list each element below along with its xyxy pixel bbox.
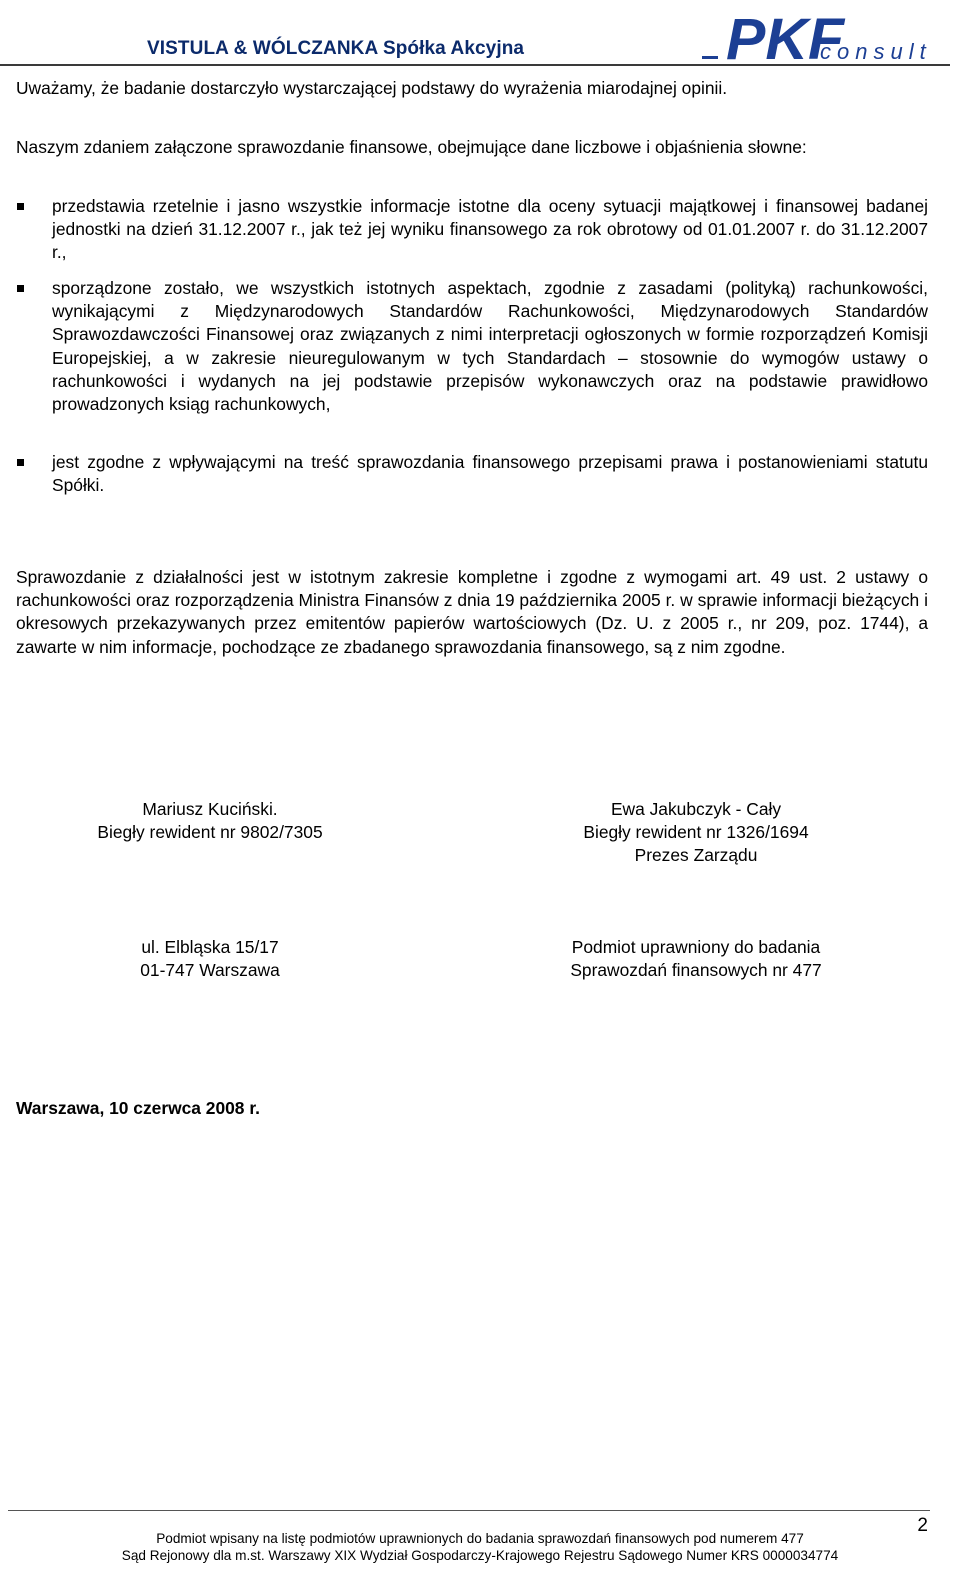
entity-line: Podmiot uprawniony do badania	[571, 937, 821, 957]
pkf-consult-logo	[700, 4, 940, 64]
signatory-role: Biegły rewident nr 9802/7305	[97, 822, 323, 843]
logo-main-text: PKF	[726, 7, 846, 64]
square-bullet-icon	[17, 459, 24, 466]
logo-sub-text: consult	[820, 39, 932, 64]
date-line: Warszawa, 10 czerwca 2008 r.	[16, 1098, 260, 1118]
page-header	[0, 0, 960, 66]
signatory-name: Ewa Jakubczyk - Cały	[610, 799, 782, 819]
footer-court-line: Sąd Rejonowy dla m.st. Warszawy XIX Wydział Gospodarczy-Krajowego Rejestru Sądowego Numer KRS 0000034774	[121, 1548, 839, 1563]
address-city: 01-747 Warszawa	[140, 960, 280, 981]
entity-block	[526, 936, 866, 982]
entity-line: Sprawozdań finansowych nr 477	[570, 960, 822, 981]
address-block	[60, 936, 360, 982]
signature-left	[60, 798, 360, 844]
square-bullet-icon	[17, 285, 24, 292]
list-item-text: sporządzone zostało, we wszystkich istotnych aspektach, zgodnie z zasadami (polityką) rachunkowości, wynikającymi z Międzynarodowych Standardów Rachunkowości, Międzynarodowych Standardów Sprawozdawczości Finansowej oraz związanych z nimi interpretacji ogłoszonych w formie rozporządzeń Komisji Europejskiej, a w zakresie nieuregulowanym w tych Standardach – stosownie do wymogów ustawy o rachunkowości i wydanych na jej podstawie przepisów wykonawczych oraz na podstawie prawidłowo prowadzonych ksiąg rachunkowych,	[52, 278, 928, 415]
company-name: VISTULA & WÓLCZANKA Spółka Akcyjna	[147, 38, 525, 59]
list-item-text: jest zgodne z wpływającymi na treść sprawozdania finansowego przepisami prawa i postanowieniami statutu Spółki.	[52, 452, 928, 496]
signatory-name: Mariusz Kuciński.	[142, 799, 278, 819]
paragraph-opinion-basis: Uważamy, że badanie dostarczyło wystarczającej podstawy do wyrażenia miarodajnej opinii.	[16, 78, 728, 98]
paragraph-management-report: Sprawozdanie z działalności jest w istotnym zakresie kompletne i zgodne z wymogami art. 49 ust. 2 ustawy o rachunkowości oraz rozporządzenia Ministra Finansów z dnia 19 października 2005 r. w sprawie informacji bieżących i okresowych przekazywanych przez emitentów papierów wartościowych (Dz. U. z 2005 r., nr 209, poz. 1744), a zawarte w nim informacje, pochodzące ze zbadanego sprawozdania finansowego, są z nim zgodne.	[16, 567, 928, 657]
footer-rule	[8, 1510, 930, 1511]
signatory-role: Biegły rewident nr 1326/1694	[583, 822, 809, 843]
signatory-title: Prezes Zarządu	[634, 845, 758, 866]
paragraph-opinion-intro: Naszym zdaniem załączone sprawozdanie finansowe, obejmujące dane liczbowe i objaśnienia słowne:	[16, 137, 807, 157]
list-item-text: przedstawia rzetelnie i jasno wszystkie informacje istotne dla oceny sytuacji majątkowej i finansowej badanej jednostki na dzień 31.12.2007 r., jak też jej wyniku finansowego za rok obrotowy od 01.01.2007 r. do 31.12.2007 r.,	[52, 196, 928, 263]
page-number: 2	[917, 1515, 928, 1536]
address-street: ul. Elbląska 15/17	[141, 937, 279, 957]
signature-right	[526, 798, 866, 868]
header-rule	[0, 64, 950, 66]
square-bullet-icon	[17, 203, 24, 210]
footer-registration-line: Podmiot wpisany na listę podmiotów uprawnionych do badania sprawozdań finansowych pod numerem 477	[156, 1531, 804, 1546]
